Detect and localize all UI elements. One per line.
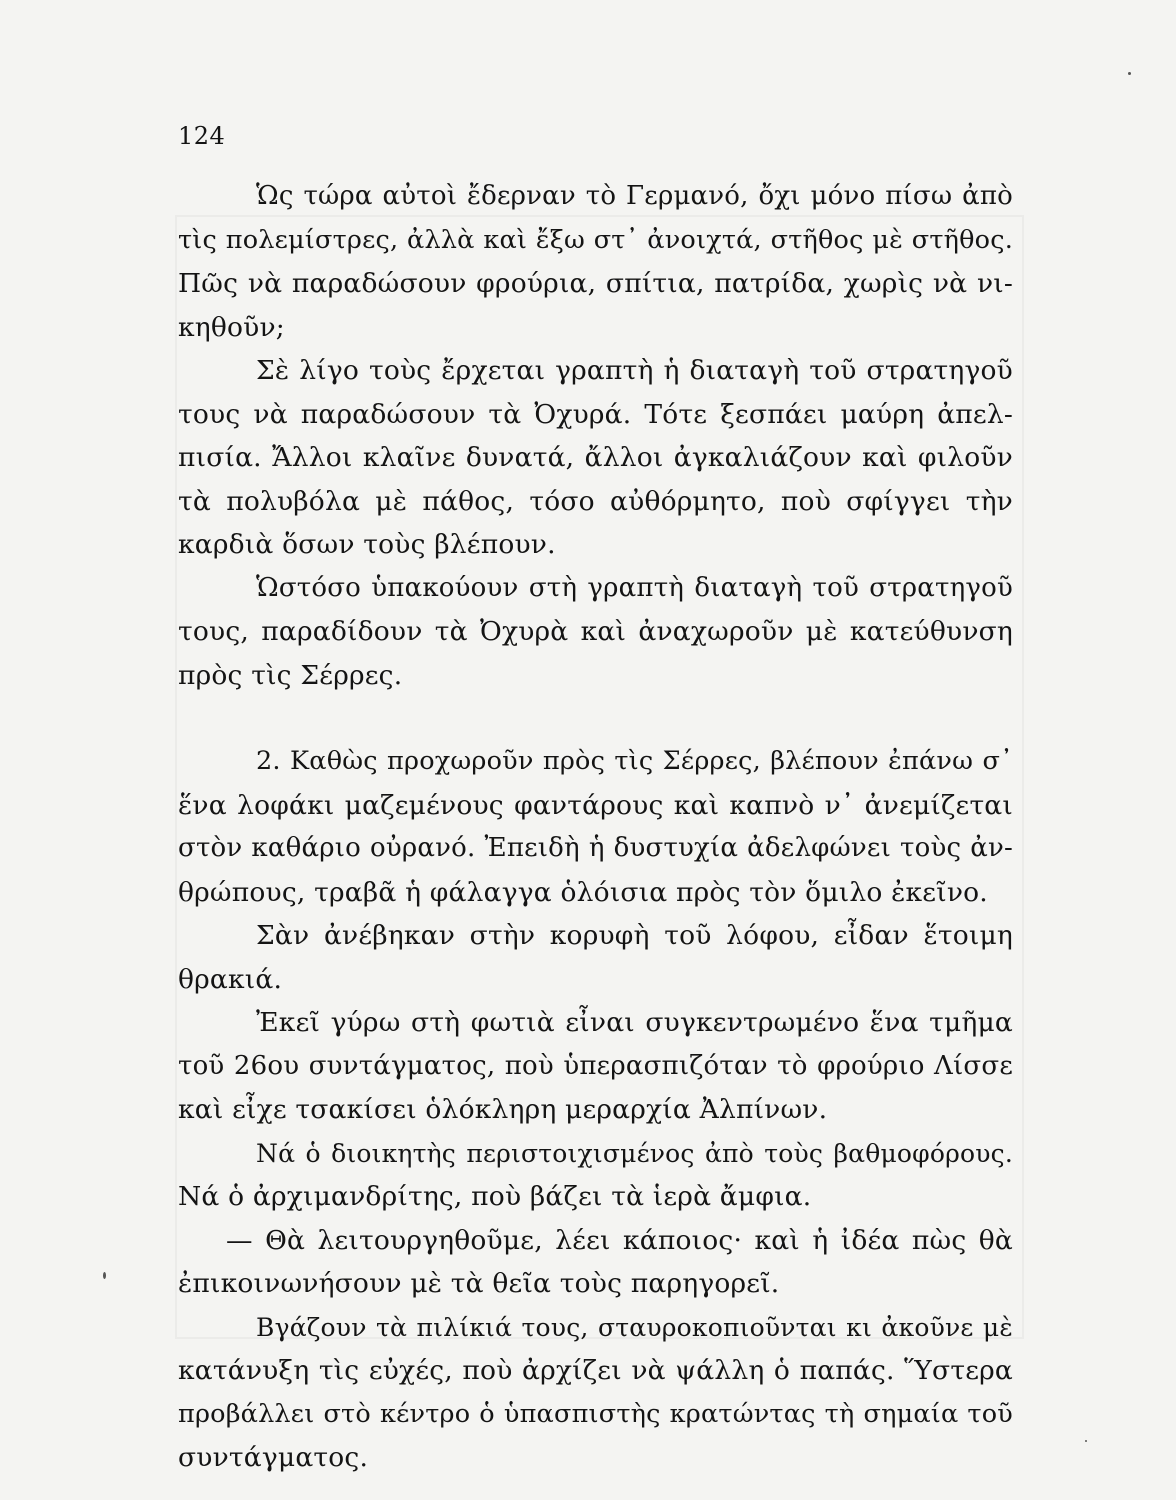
text-line: θρώπους, τραβᾶ ἡ φάλαγγα ὁλόισια πρὸς τὸν ὅμιλο ἐκεῖνο. — [178, 876, 988, 908]
text-line: στὸν καθάριο οὐρανό. Ἐπειδὴ ἡ δυστυχία ἀδελφώνει τοὺς ἀν- — [178, 833, 1013, 863]
text-line: 2. Καθὼς προχωροῦν πρὸς τὶς Σέρρες, βλέπουν ἐπάνω σ᾽ — [256, 746, 1013, 776]
text-line: Νά ὁ διοικητὴς περιστοιχισμένος ἀπὸ τοὺς βαθμοφόρους. — [256, 1138, 1013, 1168]
section-gap — [178, 697, 1013, 740]
text-line: θρακιά. — [178, 963, 283, 995]
scan-speck — [103, 1272, 106, 1279]
text-line: Ὡστόσο ὑπακούουν στὴ γραπτὴ διαταγὴ τοῦ στρατηγοῦ — [256, 572, 1013, 603]
text-line: Πῶς νὰ παραδώσουν φρούρια, σπίτια, πατρίδα, χωρὶς νὰ νι- — [178, 268, 1013, 299]
text-line: πισία. Ἄλλοι κλαῖνε δυνατά, ἄλλοι ἀγκαλιάζουν καὶ φιλοῦν — [178, 442, 1013, 473]
scan-speck — [1085, 1440, 1087, 1442]
text-line: πρὸς τὶς Σέρρες. — [178, 659, 403, 691]
page-number: 124 — [178, 122, 226, 150]
text-line: ἐπικοινωνήσουν μὲ τὰ θεῖα τοὺς παρηγορεῖ. — [178, 1268, 780, 1299]
text-line: — Θὰ λειτουργηθοῦμε, λέει κάποιος· καὶ ἡ ἰδέα πὼς θὰ — [226, 1224, 1013, 1256]
text-line: Ἐκεῖ γύρω στὴ φωτιὰ εἶναι συγκεντρωμένο ἕνα τμῆμα — [256, 1007, 1013, 1038]
text-line: καὶ εἶχε τσακίσει ὁλόκληρη μεραρχία Ἀλπίνων. — [178, 1094, 828, 1125]
text-line: κατάνυξη τὶς εὐχές, ποὺ ἀρχίζει νὰ ψάλλη ὁ παπάς. Ὕστερα — [178, 1355, 1013, 1386]
scan-speck — [1128, 72, 1131, 75]
body-text — [178, 175, 1013, 1480]
text-line: τους νὰ παραδώσουν τὰ Ὀχυρά. Τότε ξεσπάει μαύρη ἀπελ- — [178, 398, 1013, 430]
text-line: τους, παραδίδουν τὰ Ὀχυρὰ καὶ ἀναχωροῦν μὲ κατεύθυνση — [178, 616, 1013, 647]
text-line: Βγάζουν τὰ πιλίκιά τους, σταυροκοπιοῦνται κι ἀκοῦνε μὲ — [256, 1312, 1013, 1342]
text-line: Νά ὁ ἀρχιμανδρίτης, ποὺ βάζει τὰ ἱερὰ ἄμφια. — [178, 1181, 812, 1212]
text-line: τὶς πολεμίστρες, ἀλλὰ καὶ ἔξω στ᾽ ἀνοιχτά, στῆθος μὲ στῆθος. — [178, 224, 1013, 255]
text-line: τοῦ 26ου συντάγματος, ποὺ ὑπερασπιζόταν τὸ φρούριο Λίσσε — [178, 1050, 1013, 1081]
text-line: Ὡς τώρα αὐτοὶ ἔδερναν τὸ Γερμανό, ὄχι μόνο πίσω ἀπὸ — [256, 181, 1013, 211]
text-line: καρδιὰ ὅσων τοὺς βλέπουν. — [178, 529, 556, 560]
text-line: τὰ πολυβόλα μὲ πάθος, τόσο αὐθόρμητο, ποὺ σφίγγει τὴν — [178, 485, 1013, 517]
text-line: Σὰν ἀνέβηκαν στὴν κορυφὴ τοῦ λόφου, εἶδαν ἕτοιμη — [256, 920, 1013, 951]
text-line: Σὲ λίγο τοὺς ἔρχεται γραπτὴ ἡ διαταγὴ τοῦ στρατηγοῦ — [256, 355, 1013, 386]
text-line: συντάγματος. — [178, 1442, 369, 1473]
text-line: ἕνα λοφάκι μαζεμένους φαντάρους καὶ καπνὸ ν᾽ ἀνεμίζεται — [178, 789, 1013, 821]
text-line: προβάλλει στὸ κέντρο ὁ ὑπασπιστὴς κρατώντας τὴ σημαία τοῦ — [178, 1398, 1013, 1429]
text-line: κηθοῦν; — [178, 311, 285, 343]
